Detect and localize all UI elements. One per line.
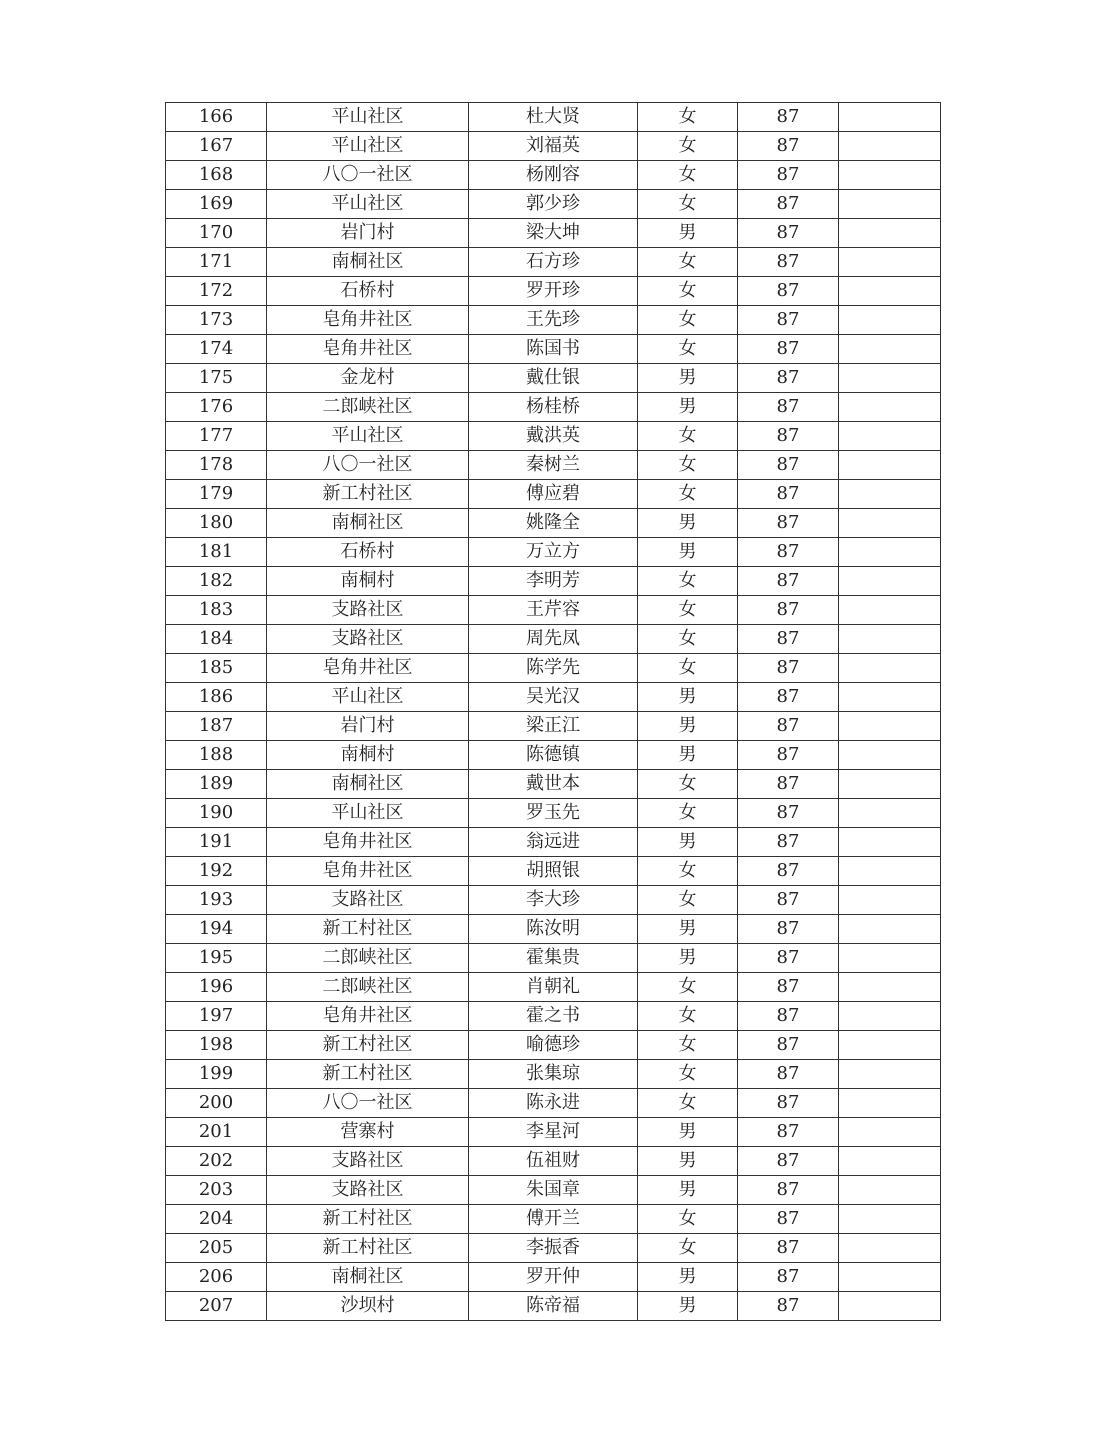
row-number-cell: 194 (166, 915, 267, 944)
row-number-cell: 190 (166, 799, 267, 828)
age-cell: 87 (738, 132, 839, 161)
sex-cell: 男 (638, 915, 738, 944)
village-cell: 沙坝村 (267, 1292, 469, 1321)
name-cell: 喻德珍 (469, 1031, 638, 1060)
note-cell (839, 1234, 941, 1263)
row-number-cell: 196 (166, 973, 267, 1002)
age-cell: 87 (738, 1089, 839, 1118)
row-number-cell: 195 (166, 944, 267, 973)
table-row (166, 248, 941, 277)
table-row (166, 915, 941, 944)
name-cell: 陈汝明 (469, 915, 638, 944)
age-cell: 87 (738, 190, 839, 219)
row-number-cell: 206 (166, 1263, 267, 1292)
village-cell: 岩门村 (267, 712, 469, 741)
note-cell (839, 857, 941, 886)
row-number-cell: 201 (166, 1118, 267, 1147)
sex-cell: 男 (638, 683, 738, 712)
age-cell: 87 (738, 1031, 839, 1060)
note-cell (839, 1205, 941, 1234)
village-cell: 平山社区 (267, 103, 469, 132)
name-cell: 朱国章 (469, 1176, 638, 1205)
note-cell (839, 422, 941, 451)
age-cell: 87 (738, 770, 839, 799)
table-row (166, 1147, 941, 1176)
name-cell: 梁正江 (469, 712, 638, 741)
name-cell: 罗开珍 (469, 277, 638, 306)
sex-cell: 女 (638, 1060, 738, 1089)
table-row (166, 567, 941, 596)
sex-cell: 女 (638, 277, 738, 306)
age-cell: 87 (738, 1205, 839, 1234)
name-cell: 郭少珍 (469, 190, 638, 219)
row-number-cell: 188 (166, 741, 267, 770)
sex-cell: 女 (638, 1205, 738, 1234)
table-row (166, 1031, 941, 1060)
sex-cell: 男 (638, 1118, 738, 1147)
age-cell: 87 (738, 393, 839, 422)
table-row (166, 1176, 941, 1205)
table-row (166, 1292, 941, 1321)
sex-cell: 女 (638, 335, 738, 364)
note-cell (839, 944, 941, 973)
row-number-cell: 173 (166, 306, 267, 335)
table-row (166, 219, 941, 248)
age-cell: 87 (738, 944, 839, 973)
row-number-cell: 168 (166, 161, 267, 190)
name-cell: 霍集贵 (469, 944, 638, 973)
name-cell: 杨刚容 (469, 161, 638, 190)
village-cell: 八〇一社区 (267, 451, 469, 480)
table-row (166, 364, 941, 393)
sex-cell: 男 (638, 1292, 738, 1321)
row-number-cell: 186 (166, 683, 267, 712)
table-row (166, 1205, 941, 1234)
sex-cell: 女 (638, 132, 738, 161)
age-cell: 87 (738, 1118, 839, 1147)
table-row (166, 132, 941, 161)
table-row (166, 1060, 941, 1089)
name-cell: 张集琼 (469, 1060, 638, 1089)
note-cell (839, 364, 941, 393)
row-number-cell: 177 (166, 422, 267, 451)
table-row (166, 422, 941, 451)
village-cell: 皂角井社区 (267, 335, 469, 364)
sex-cell: 男 (638, 1176, 738, 1205)
row-number-cell: 174 (166, 335, 267, 364)
sex-cell: 女 (638, 596, 738, 625)
age-cell: 87 (738, 538, 839, 567)
sex-cell: 男 (638, 1147, 738, 1176)
village-cell: 新工村社区 (267, 1031, 469, 1060)
village-cell: 平山社区 (267, 799, 469, 828)
row-number-cell: 175 (166, 364, 267, 393)
note-cell (839, 219, 941, 248)
row-number-cell: 199 (166, 1060, 267, 1089)
note-cell (839, 596, 941, 625)
note-cell (839, 306, 941, 335)
village-cell: 皂角井社区 (267, 857, 469, 886)
note-cell (839, 451, 941, 480)
name-cell: 吴光汉 (469, 683, 638, 712)
age-cell: 87 (738, 306, 839, 335)
age-cell: 87 (738, 161, 839, 190)
village-cell: 南桐社区 (267, 1263, 469, 1292)
village-cell: 南桐社区 (267, 248, 469, 277)
name-cell: 戴仕银 (469, 364, 638, 393)
note-cell (839, 161, 941, 190)
sex-cell: 女 (638, 1089, 738, 1118)
village-cell: 二郎峡社区 (267, 944, 469, 973)
note-cell (839, 1060, 941, 1089)
note-cell (839, 683, 941, 712)
name-cell: 王先珍 (469, 306, 638, 335)
table-row (166, 306, 941, 335)
row-number-cell: 176 (166, 393, 267, 422)
note-cell (839, 393, 941, 422)
note-cell (839, 538, 941, 567)
village-cell: 石桥村 (267, 538, 469, 567)
name-cell: 李明芳 (469, 567, 638, 596)
table-row (166, 625, 941, 654)
row-number-cell: 171 (166, 248, 267, 277)
name-cell: 秦树兰 (469, 451, 638, 480)
note-cell (839, 654, 941, 683)
sex-cell: 男 (638, 219, 738, 248)
note-cell (839, 1031, 941, 1060)
village-cell: 皂角井社区 (267, 654, 469, 683)
row-number-cell: 191 (166, 828, 267, 857)
table-row (166, 1263, 941, 1292)
name-cell: 周先凤 (469, 625, 638, 654)
sex-cell: 女 (638, 190, 738, 219)
sex-cell: 女 (638, 770, 738, 799)
village-cell: 新工村社区 (267, 1234, 469, 1263)
row-number-cell: 170 (166, 219, 267, 248)
name-cell: 翁远进 (469, 828, 638, 857)
table-row (166, 1118, 941, 1147)
village-cell: 新工村社区 (267, 915, 469, 944)
table-row (166, 1002, 941, 1031)
name-cell: 傅开兰 (469, 1205, 638, 1234)
name-cell: 万立方 (469, 538, 638, 567)
note-cell (839, 1292, 941, 1321)
village-cell: 皂角井社区 (267, 1002, 469, 1031)
table-row (166, 451, 941, 480)
name-cell: 戴世本 (469, 770, 638, 799)
village-cell: 支路社区 (267, 1176, 469, 1205)
sex-cell: 女 (638, 1234, 738, 1263)
age-cell: 87 (738, 1176, 839, 1205)
note-cell (839, 1002, 941, 1031)
table-row (166, 277, 941, 306)
sex-cell: 女 (638, 1002, 738, 1031)
note-cell (839, 741, 941, 770)
note-cell (839, 103, 941, 132)
sex-cell: 男 (638, 364, 738, 393)
village-cell: 营寨村 (267, 1118, 469, 1147)
sex-cell: 女 (638, 857, 738, 886)
table-row (166, 509, 941, 538)
row-number-cell: 204 (166, 1205, 267, 1234)
table-row (166, 190, 941, 219)
note-cell (839, 915, 941, 944)
note-cell (839, 886, 941, 915)
table-row (166, 683, 941, 712)
name-cell: 罗开仲 (469, 1263, 638, 1292)
name-cell: 刘福英 (469, 132, 638, 161)
village-cell: 南桐村 (267, 567, 469, 596)
table-row (166, 944, 941, 973)
table-row (166, 103, 941, 132)
age-cell: 87 (738, 596, 839, 625)
table-row (166, 480, 941, 509)
village-cell: 平山社区 (267, 190, 469, 219)
name-cell: 霍之书 (469, 1002, 638, 1031)
age-cell: 87 (738, 277, 839, 306)
age-cell: 87 (738, 1002, 839, 1031)
row-number-cell: 172 (166, 277, 267, 306)
table-row (166, 857, 941, 886)
sex-cell: 女 (638, 625, 738, 654)
age-cell: 87 (738, 857, 839, 886)
age-cell: 87 (738, 103, 839, 132)
name-cell: 肖朝礼 (469, 973, 638, 1002)
name-cell: 李星河 (469, 1118, 638, 1147)
note-cell (839, 770, 941, 799)
age-cell: 87 (738, 364, 839, 393)
village-cell: 石桥村 (267, 277, 469, 306)
village-cell: 南桐社区 (267, 509, 469, 538)
table-row (166, 161, 941, 190)
note-cell (839, 335, 941, 364)
note-cell (839, 712, 941, 741)
village-cell: 新工村社区 (267, 1205, 469, 1234)
sex-cell: 女 (638, 567, 738, 596)
village-cell: 二郎峡社区 (267, 393, 469, 422)
village-cell: 八〇一社区 (267, 161, 469, 190)
table-row (166, 1089, 941, 1118)
sex-cell: 女 (638, 480, 738, 509)
age-cell: 87 (738, 451, 839, 480)
name-cell: 王芹容 (469, 596, 638, 625)
village-cell: 金龙村 (267, 364, 469, 393)
sex-cell: 女 (638, 451, 738, 480)
table-row (166, 538, 941, 567)
row-number-cell: 180 (166, 509, 267, 538)
sex-cell: 女 (638, 103, 738, 132)
table-row (166, 393, 941, 422)
sex-cell: 男 (638, 1263, 738, 1292)
note-cell (839, 248, 941, 277)
table-row (166, 828, 941, 857)
table-row (166, 1234, 941, 1263)
age-cell: 87 (738, 248, 839, 277)
village-cell: 八〇一社区 (267, 1089, 469, 1118)
sex-cell: 男 (638, 393, 738, 422)
sex-cell: 女 (638, 1031, 738, 1060)
table-row (166, 741, 941, 770)
name-cell: 陈国书 (469, 335, 638, 364)
village-cell: 支路社区 (267, 625, 469, 654)
village-cell: 南桐社区 (267, 770, 469, 799)
name-cell: 姚隆全 (469, 509, 638, 538)
row-number-cell: 181 (166, 538, 267, 567)
name-cell: 石方珍 (469, 248, 638, 277)
note-cell (839, 1118, 941, 1147)
note-cell (839, 828, 941, 857)
table-row (166, 770, 941, 799)
row-number-cell: 202 (166, 1147, 267, 1176)
note-cell (839, 277, 941, 306)
age-cell: 87 (738, 219, 839, 248)
name-cell: 陈帝福 (469, 1292, 638, 1321)
name-cell: 李振香 (469, 1234, 638, 1263)
row-number-cell: 167 (166, 132, 267, 161)
village-cell: 平山社区 (267, 422, 469, 451)
note-cell (839, 799, 941, 828)
age-cell: 87 (738, 509, 839, 538)
name-cell: 伍祖财 (469, 1147, 638, 1176)
row-number-cell: 178 (166, 451, 267, 480)
table-row (166, 654, 941, 683)
note-cell (839, 567, 941, 596)
row-number-cell: 166 (166, 103, 267, 132)
row-number-cell: 200 (166, 1089, 267, 1118)
note-cell (839, 509, 941, 538)
table-body (166, 103, 941, 1321)
table-row (166, 712, 941, 741)
age-cell: 87 (738, 625, 839, 654)
row-number-cell: 203 (166, 1176, 267, 1205)
age-cell: 87 (738, 886, 839, 915)
row-number-cell: 179 (166, 480, 267, 509)
row-number-cell: 169 (166, 190, 267, 219)
note-cell (839, 1147, 941, 1176)
name-cell: 罗玉先 (469, 799, 638, 828)
note-cell (839, 625, 941, 654)
village-cell: 平山社区 (267, 132, 469, 161)
note-cell (839, 1263, 941, 1292)
row-number-cell: 192 (166, 857, 267, 886)
village-cell: 岩门村 (267, 219, 469, 248)
name-cell: 傅应碧 (469, 480, 638, 509)
age-cell: 87 (738, 799, 839, 828)
age-cell: 87 (738, 654, 839, 683)
sex-cell: 男 (638, 828, 738, 857)
sex-cell: 女 (638, 161, 738, 190)
row-number-cell: 182 (166, 567, 267, 596)
age-cell: 87 (738, 335, 839, 364)
village-cell: 皂角井社区 (267, 306, 469, 335)
name-cell: 陈永进 (469, 1089, 638, 1118)
name-cell: 胡照银 (469, 857, 638, 886)
age-cell: 87 (738, 712, 839, 741)
age-cell: 87 (738, 1263, 839, 1292)
village-cell: 皂角井社区 (267, 828, 469, 857)
row-number-cell: 184 (166, 625, 267, 654)
sex-cell: 女 (638, 306, 738, 335)
name-cell: 陈德镇 (469, 741, 638, 770)
table-row (166, 335, 941, 364)
age-cell: 87 (738, 422, 839, 451)
table-row (166, 886, 941, 915)
elderly-roster-table (165, 102, 941, 1321)
village-cell: 支路社区 (267, 596, 469, 625)
village-cell: 新工村社区 (267, 1060, 469, 1089)
village-cell: 二郎峡社区 (267, 973, 469, 1002)
sex-cell: 男 (638, 944, 738, 973)
row-number-cell: 197 (166, 1002, 267, 1031)
name-cell: 杜大贤 (469, 103, 638, 132)
row-number-cell: 187 (166, 712, 267, 741)
age-cell: 87 (738, 683, 839, 712)
note-cell (839, 190, 941, 219)
row-number-cell: 185 (166, 654, 267, 683)
age-cell: 87 (738, 480, 839, 509)
age-cell: 87 (738, 1060, 839, 1089)
sex-cell: 男 (638, 509, 738, 538)
sex-cell: 男 (638, 712, 738, 741)
sex-cell: 女 (638, 422, 738, 451)
age-cell: 87 (738, 741, 839, 770)
name-cell: 杨桂桥 (469, 393, 638, 422)
name-cell: 梁大坤 (469, 219, 638, 248)
sex-cell: 女 (638, 799, 738, 828)
age-cell: 87 (738, 973, 839, 1002)
sex-cell: 女 (638, 973, 738, 1002)
age-cell: 87 (738, 915, 839, 944)
row-number-cell: 205 (166, 1234, 267, 1263)
row-number-cell: 183 (166, 596, 267, 625)
age-cell: 87 (738, 567, 839, 596)
name-cell: 陈学先 (469, 654, 638, 683)
row-number-cell: 198 (166, 1031, 267, 1060)
table-row (166, 973, 941, 1002)
row-number-cell: 193 (166, 886, 267, 915)
age-cell: 87 (738, 1234, 839, 1263)
note-cell (839, 132, 941, 161)
village-cell: 南桐村 (267, 741, 469, 770)
village-cell: 新工村社区 (267, 480, 469, 509)
age-cell: 87 (738, 828, 839, 857)
note-cell (839, 480, 941, 509)
village-cell: 支路社区 (267, 1147, 469, 1176)
name-cell: 戴洪英 (469, 422, 638, 451)
age-cell: 87 (738, 1147, 839, 1176)
table-row (166, 799, 941, 828)
sex-cell: 男 (638, 741, 738, 770)
note-cell (839, 1176, 941, 1205)
row-number-cell: 207 (166, 1292, 267, 1321)
village-cell: 平山社区 (267, 683, 469, 712)
row-number-cell: 189 (166, 770, 267, 799)
sex-cell: 男 (638, 538, 738, 567)
note-cell (839, 1089, 941, 1118)
sex-cell: 女 (638, 886, 738, 915)
name-cell: 李大珍 (469, 886, 638, 915)
village-cell: 支路社区 (267, 886, 469, 915)
sex-cell: 女 (638, 654, 738, 683)
sex-cell: 女 (638, 248, 738, 277)
table-row (166, 596, 941, 625)
age-cell: 87 (738, 1292, 839, 1321)
note-cell (839, 973, 941, 1002)
